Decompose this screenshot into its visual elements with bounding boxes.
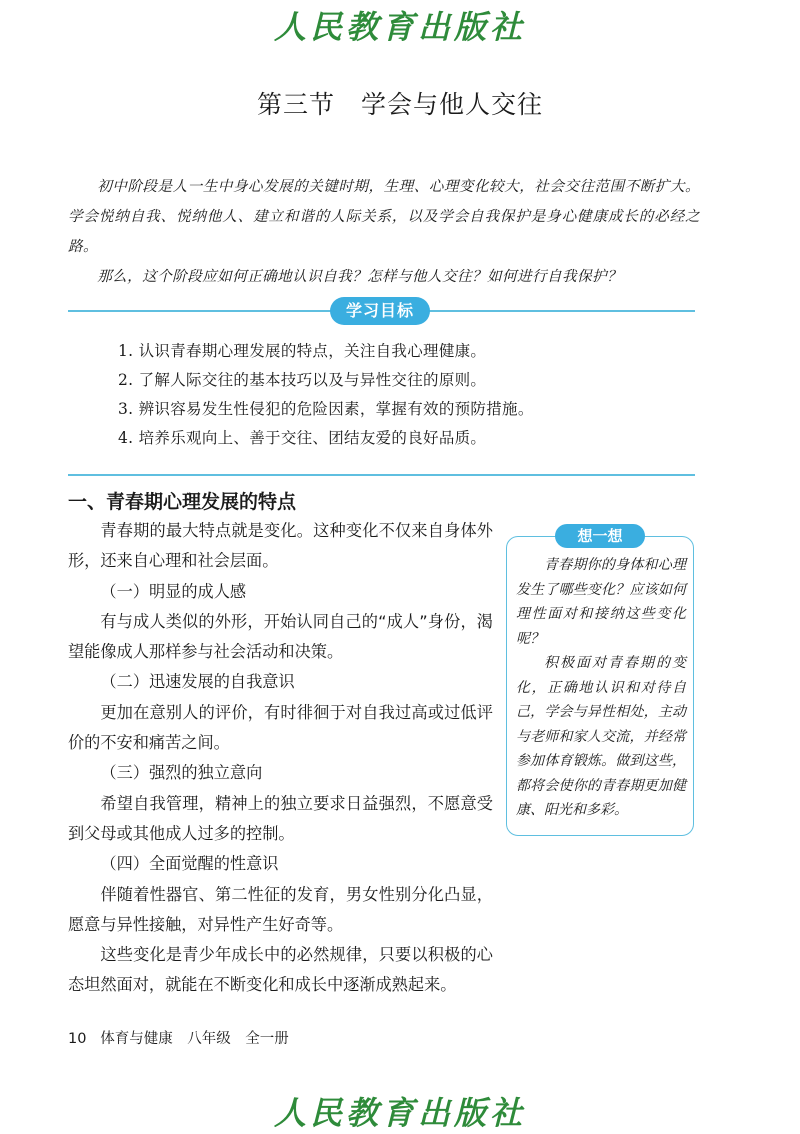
page-footer: [68, 1027, 289, 1048]
subheading-self-awareness: （二）迅速发展的自我意识: [100, 672, 295, 692]
think-paragraph-2: 积极面对青春期的变化，正确地认识和对待自己，学会与异性相处，主动与老师和家人交流，并经常参加体育锻炼。做到这些，都将会使你的青春期更加健康、阳光和多彩。: [516, 655, 686, 818]
subheading-adult-sense: （一）明显的成人感: [100, 581, 247, 601]
goals-divider-bottom: [68, 474, 695, 476]
heading-psych-development: 一、青春期心理发展的特点: [68, 491, 297, 513]
section-title: 第三节 学会与他人交往: [256, 90, 543, 119]
think-label: 想一想: [555, 524, 645, 548]
think-text: [516, 553, 686, 823]
body-paragraph: 青春期的最大特点就是变化。这种变化不仅来自身体外形，还来自心理和社会层面。: [68, 521, 493, 571]
goals-label: 学习目标: [330, 297, 430, 325]
subheading-sex-awareness: （四）全面觉醒的性意识: [100, 854, 279, 874]
body-paragraph: 伴随着性器官、第二性征的发育，男女性别分化凸显，愿意与异性接触，对异性产生好奇等。: [68, 884, 493, 934]
publisher-logo-bottom: 人民教育出版社: [273, 1094, 526, 1132]
goal-item-1: 1. 认识青春期心理发展的特点，关注自我心理健康。: [118, 342, 487, 360]
body-text: [68, 516, 493, 1001]
intro-paragraph-2: 那么，这个阶段应如何正确地认识自我？怎样与他人交往？如何进行自我保护？: [97, 268, 622, 285]
book-title: 体育与健康 八年级 全一册: [100, 1031, 289, 1047]
body-paragraph: 有与成人类似的外形，开始认同自己的“成人”身份，渴望能像成人那样参与社会活动和决策。: [68, 611, 493, 662]
goal-item-2: 2. 了解人际交往的基本技巧以及与异性交往的原则。: [118, 371, 487, 389]
body-paragraph: 希望自我管理，精神上的独立要求日益强烈，不愿意受到父母或其他成人过多的控制。: [68, 793, 493, 843]
goal-item-3: 3. 辨识容易发生性侵犯的危险因素，掌握有效的预防措施。: [118, 400, 534, 418]
body-paragraph: 这些变化是青少年成长中的必然规律，只要以积极的心态坦然面对，就能在不断变化和成长中逐渐成熟起来。: [68, 945, 493, 995]
subheading-independence: （三）强烈的独立意向: [100, 763, 263, 783]
goal-item-4: 4. 培养乐观向上、善于交往、团结友爱的良好品质。: [118, 429, 487, 447]
think-paragraph-1: 青春期你的身体和心理发生了哪些变化？应该如何理性面对和接纳这些变化呢？: [516, 557, 686, 647]
intro-paragraph-1: 初中阶段是人一生中身心发展的关键时期，生理、心理变化较大，社会交往范围不断扩大。学会悦纳自我、悦纳他人、建立和谐的人际关系，以及学会自我保护是身心健康成长的必经之路。: [68, 178, 700, 255]
body-paragraph: 更加在意别人的评价，有时徘徊于对自我过高或过低评价的不安和痛苦之间。: [68, 702, 493, 753]
publisher-logo-top: 人民教育出版社: [273, 8, 526, 46]
intro-text: [68, 172, 700, 292]
page-number: 10: [68, 1031, 87, 1047]
